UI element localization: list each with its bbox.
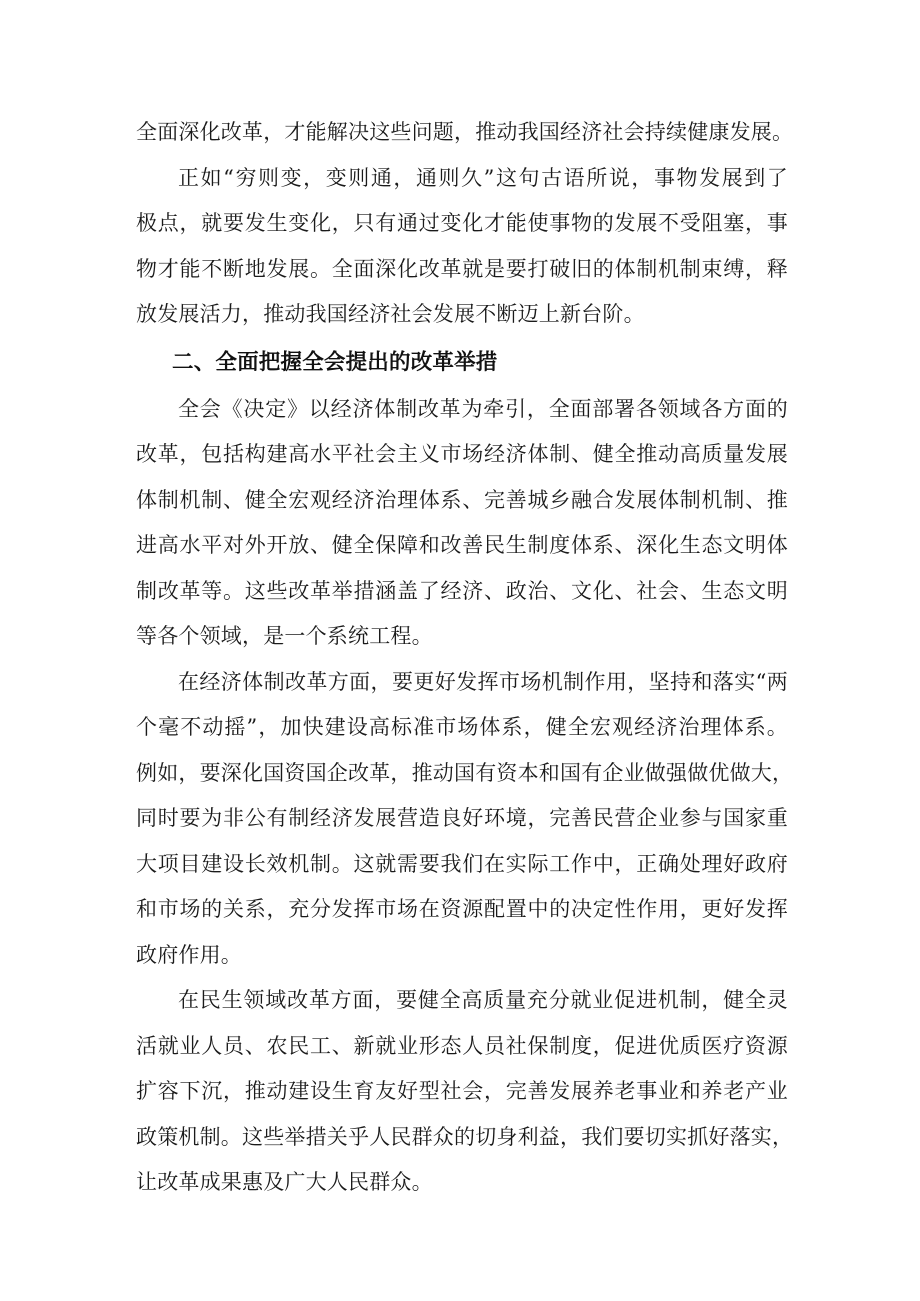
text-line: 全会《决定》以经济体制改革为牵引，全面部署各领域各方面的 — [178, 396, 788, 421]
text-line: 在民生领域改革方面，要健全高质量充分就业促进机制，健全灵 — [178, 988, 788, 1012]
text-line: 等各个领域，是一个系统工程。 — [136, 624, 433, 648]
section-heading: 二、全面把握全会提出的改革举措 — [172, 349, 498, 375]
document-body — [136, 110, 794, 1206]
text-line: 在经济体制改革方面，要更好发挥市场机制作用，坚持和落实“两 — [178, 669, 788, 694]
text-line: 进高水平对外开放、健全保障和改善民生制度体系、深化生态文明体 — [136, 533, 788, 557]
text-line: 大项目建设长效机制。这就需要我们在实际工作中，正确处理好政府 — [136, 851, 788, 876]
text-line: 政策机制。这些举措关乎人民群众的切身利益，我们要切实抓好落实， — [136, 1124, 794, 1149]
text-line: 例如，要深化国资国企改革，推动国有资本和国有企业做强做优做大， — [136, 760, 794, 785]
text-line: 让改革成果惠及广大人民群众。 — [136, 1170, 433, 1194]
paragraph-qiongze-bian — [136, 156, 788, 338]
text-line: 物才能不断地发展。全面深化改革就是要打破旧的体制机制束缚，释 — [136, 256, 788, 281]
text-line: 政府作用。 — [136, 942, 242, 967]
text-line: 制改革等。这些改革举措涵盖了经济、政治、文化、社会、生态文明 — [136, 578, 788, 603]
text-line: 和市场的关系，充分发挥市场在资源配置中的决定性作用，更好发挥 — [136, 897, 788, 921]
text-line: 同时要为非公有制经济发展营造良好环境，完善民营企业参与国家重 — [136, 806, 788, 830]
paragraph-continuation — [136, 110, 794, 156]
text-line: 放发展活力，推动我国经济社会发展不断迈上新台阶。 — [136, 302, 645, 326]
paragraph-jueding — [136, 387, 788, 660]
paragraph-economic-reform — [136, 660, 794, 979]
text-line: 全面深化改革，才能解决这些问题，推动我国经济社会持续健康发展。 — [136, 120, 794, 144]
text-line: 活就业人员、农民工、新就业形态人员社保制度，促进优质医疗资源 — [136, 1033, 788, 1058]
paragraph-livelihood-reform — [136, 978, 794, 1206]
text-line: 正如“穷则变，变则通，通则久”这句古语所说，事物发展到了 — [178, 165, 788, 190]
text-line: 改革，包括构建高水平社会主义市场经济体制、健全推动高质量发展 — [136, 442, 788, 466]
text-line: 扩容下沉，推动建设生育友好型社会，完善发展养老事业和养老产业 — [136, 1079, 788, 1103]
text-line: 个毫不动摇”，加快建设高标准市场体系，健全宏观经济治理体系。 — [136, 715, 788, 739]
text-line: 极点，就要发生变化，只有通过变化才能使事物的发展不受阻塞，事 — [136, 211, 788, 235]
text-line: 体制机制、健全宏观经济治理体系、完善城乡融合发展体制机制、推 — [136, 487, 788, 512]
